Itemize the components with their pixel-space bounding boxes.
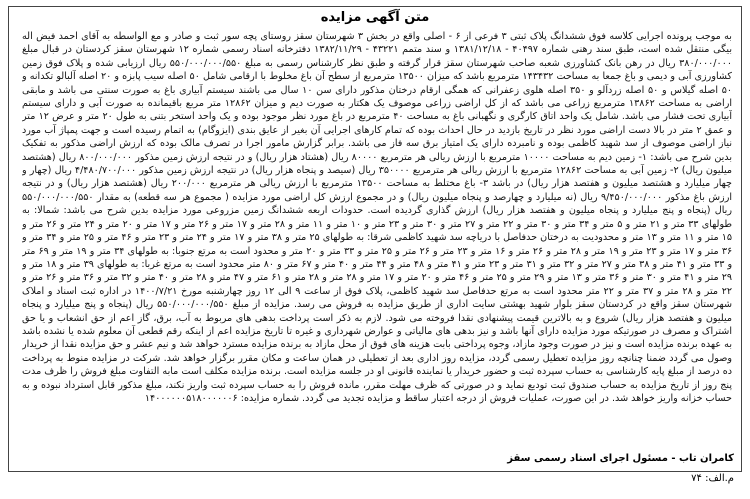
signature: کامران تاب - مسئول اجرای اسناد رسمی سقز (507, 453, 734, 464)
ad-code: م.الف: ۷۴ (691, 473, 734, 484)
notice-paragraph: به موجب پرونده اجرایی کلاسه فوق ششدانگ پلاک ثبتی ۳ فرعی از ۶ - اصلی واقع در بخش ۳ شهرستان سقز روستای پچه سور ثبت و صادر و مع الواسطه به آقای احمد فیض اله بیگی منتقل شده است، طبق سند رهنی شماره ۴۰۴۹۷ - ۱۳۸۱/۱۲/۱۸ و سند متمم ۴۳۲۲۱ - ۱۳۸۲/۱۱/۲۹ دفترخانه اسناد رسمی شماره ۱۲ شهرستان سقز کردستان در قبال مبلغ ۳۸۰/۰۰۰/۰۰۰ ریال در رهن بانک کشاورزی شعبه صاحب شهرستان سقز قرار گرفته و طبق نظر کارشناس رسمی به مبلغ ۵۵۰/۰۰۰/۰۰۰/۵۵۰ ریال ارزیابی شده و پلاک فوق زمین کشاورزی آبی و دیمی و باغ جمعا به مساحت ۱۴۳۴۳۲ مترمربع باشد که میزان ۱۳۵۰۰ مترمربع از سطح آن باغ مخلوط با ارقامی شامل ۵۰ اصله سیب پابزه و ۲۰ اصله آلبالو تکدانه و ۵۰ اصله گیلاس و ۵۰ اصله زردآلو و ۳۵۰ اصله هلوی زعفرانی که همگی ارقام درختان مذکور دارای سن ۱۰ سال می باشند سیستم آبیاری باغ به صورت سنتی می باشد و مابقی اراضی به مساحت ۱۳۸۶۲ مترمربع زراعی می باشد که از کل اراضی زراعی موصوف یک هکتار به صورت دیم و میزان ۱۲۸۶۲ متر مربع باقیمانده به صورت آبی و دارای سیستم آبیاری تحت فشار می باشد. شامل یک واحد اتاق کارگری و نگهبانی باغ به مساحت ۴۰ مترمربع در باغ مورد نظر موجود بوده و یک واحد استخر بتنی به طول ۲۰ متر و عرض ۱۲ متر و عمق ۲ متر در بالا دست اراضی مورد نظر در تاریخ بازدید در حال احداث بوده که تمام کارهای اجرایی آن بغیر از عایق بندی (ایزوگام) به اتمام رسیده است و جهت پمپاژ آب مورد نیاز اراضی موصوف از سد شهید کاظمی بوده و نامبرده دارای یک امتیاز برق سه فاز می باشد. برابر گزارش مامور اجرا در تصرف مالک بوده که ارزش اراضی مذکور به تفکیک بدین شرح می باشد: ۱- زمین دیم به مساحت ۱۰۰۰۰ مترمربع با ارزش ریالی هر مترمربع ۸۰۰۰۰ ریال (هشتاد هزار ریال) و در نتیجه ارزش زمین مذکور ۸۰۰/۰۰۰/۰۰۰ ریال (هشتصد میلیون ریال) ۲- زمین آبی به مساحت ۱۲۸۶۲ مترمربع با ارزش ریالی هر مترمربع ۳۵۰۰۰۰ ریال (سیصد و پنجاه هزار ریال) در نتیجه ارزش زمین مذکور ۴/۴۸۰/۷۰۰/۰۰۰ ریال (چهار و چهار میلیارد و هشتصد میلیون و هفتصد هزار ریال) در باشد ۳- باغ مختلط به مساحت ۱۳۵۰۰ مترمربع با ارزش ریالی هر مترمربع ۲۰۰/۰۰۰ ریال (هشتصد هزار ریال) و در نتیجه ارزش باغ مذکور ۹/۴۵۰/۰۰۰/۰۰۰ ریال (نه میلیارد و چهارصد و پنجاه میلیون ریال) و در مجموع ارزش کل اراضی مورد مزایده ( مجموع هر سه قطعه) به مقدار ۵۵۰/۰۰۰/۰۰۰/۵۵۰ ریال (پنجاه و پنج میلیارد و پنجاه میلیون و هفتصد هزار ریال) ارزش گذاری گردیده است. حدودات اربعه ششدانگ زمین مزروعی مورد مزایده بدین شرح می باشد: شمالا: به طولهای ۳۳ متر و ۲۱ متر و ۵ متر و ۳۴ متر و ۳۰ متر و ۲۲ متر و ۲۷ متر و ۳۰ متر و ۲۳ متر و ۱۰ متر و ۱۱ متر و ۲۸ متر و ۱۷ متر و ۲۶ متر و ۱۷ متر و ۲۰ متر و ۲۴ متر و ۲۶ متر و ۱۵ متر و ۱۱ متر و ۱۳ متر و محدودیت به درختان حدفاصل با دریاچه سد شهید کاظمی شرقا: به طولهای ۲۵ متر و ۳۸ متر و ۱۷ متر و ۲۴ متر و ۲۳ متر و ۴۶ متر و ۲۵ متر و ۳۴ متر و ۳۶ متر و ۱۷ متر و ۲۳ متر و ۱۹ متر و ۲۸ متر و ۲۶ متر و ۱۶ متر و ۲۳ متر و ۲۶ متر و ۲۵ متر و ۳۳ متر و ۲۰ متر و محدود است به مرتع جنوبا: به طولهای ۳۴ متر و ۱۹ متر و ۶۹ متر و ۳۳ متر و ۴۱ متر و ۳۸ متر و ۲۷ متر و ۳۲ متر و ۳۱ متر و ۲۳ متر و ۴۱ متر و ۴۸ متر و ۴۴ متر و ۴۰ متر و ۶۷ متر و ۸۰ متر محدود است به مرتع غربا: به طولهای ۳۹ متر و ۱۸ متر و ۲۹ متر و ۴۱ متر و ۳۰ متر و ۳۶ متر و ۱۳ متر و ۲۹ متر و ۲۵ متر و ۴۶ متر و ۲۰ متر و ۱۷ متر و ۲۸ متر و ۲۸ متر و ۶۱ متر و ۴۷ متر و ۲۸ متر و ۴۰ متر و ۳۲ متر و ۳۶ متر و ۲۶ متر و ۲۲ متر و ۲۸ متر و ۳۷ متر و ۲۲ متر محدود است به مرتع حدفاصل سد شهید کاظمی، پلاک فوق از ساعت ۹ الی ۱۲ روز چهارشنبه مورخ ۱۴۰۰/۷/۲۱ در اداره ثبت اسناد و املاک شهرستان سقز واقع در کردستان سقز بلوار شهید بهشتی سایت اداری از طریق مزایده به فروش می رسد. مزایده از مبلغ ۵۵۰/۰۰۰/۰۰۰/۵۵۰ ریال (پنجاه و پنج میلیارد و پنجاه میلیون و هفتصد هزار ریال) شروع و به بالاترین قیمت پیشنهادی نقدا فروخته می شود. لازم به ذکر است پرداخت بدهی های مربوط به آب، برق، گاز اعم از حق انشعاب و یا حق اشتراک و مصرف در صورتیکه مورد مزایده دارای آنها باشد و نیز بدهی های مالیاتی و عوارض شهرداری و غیره تا تاریخ مزایده اعم از اینکه رقم قطعی آن معلوم شده یا نشده باشد به عهده برنده مزایده است و نیز در صورت وجود مازاد، وجوه پرداختی بابت هزینه های فوق از محل مازاد به برنده مزایده مسترد خواهد شد و نیم عشر و حق مزایده نقدا از خریدار وصول می گردد ضمنا چنانچه روز مزایده تعطیل رسمی گردد، مزایده روز اداری بعد از تعطیلی در همان ساعت و مکان مقرر برگزار خواهد شد. شرکت در مزایده منوط به پرداخت ده درصد از مبلغ پایه کارشناسی به حساب سپرده ثبت و حضور خریدار یا نماینده قانونی او در جلسه مزایده است. برنده مزایده مکلف است مابه التفاوت مبلغ فروش را ظرف مدت پنج روز از تاریخ مزایده به حساب صندوق ثبت تودیع نماید و در صورتی که ظرف مهلت مقرر، مانده فروش را به حساب سپرده ثبت واریز نکند، مبلغ مذکور قابل استرداد نبوده و به حساب خزانه واریز خواهد شد. در این صورت، عملیات فروش از درجه اعتبار ساقط و مزایده تجدید می گردد. شماره مزایده: ۱۴۰۰۰۰۰۰۵۱۸۰۰۰۰۰۰۶ (22, 31, 732, 404)
notice-title: متن آگهی مزایده (320, 10, 430, 25)
notice-body (22, 30, 732, 470)
